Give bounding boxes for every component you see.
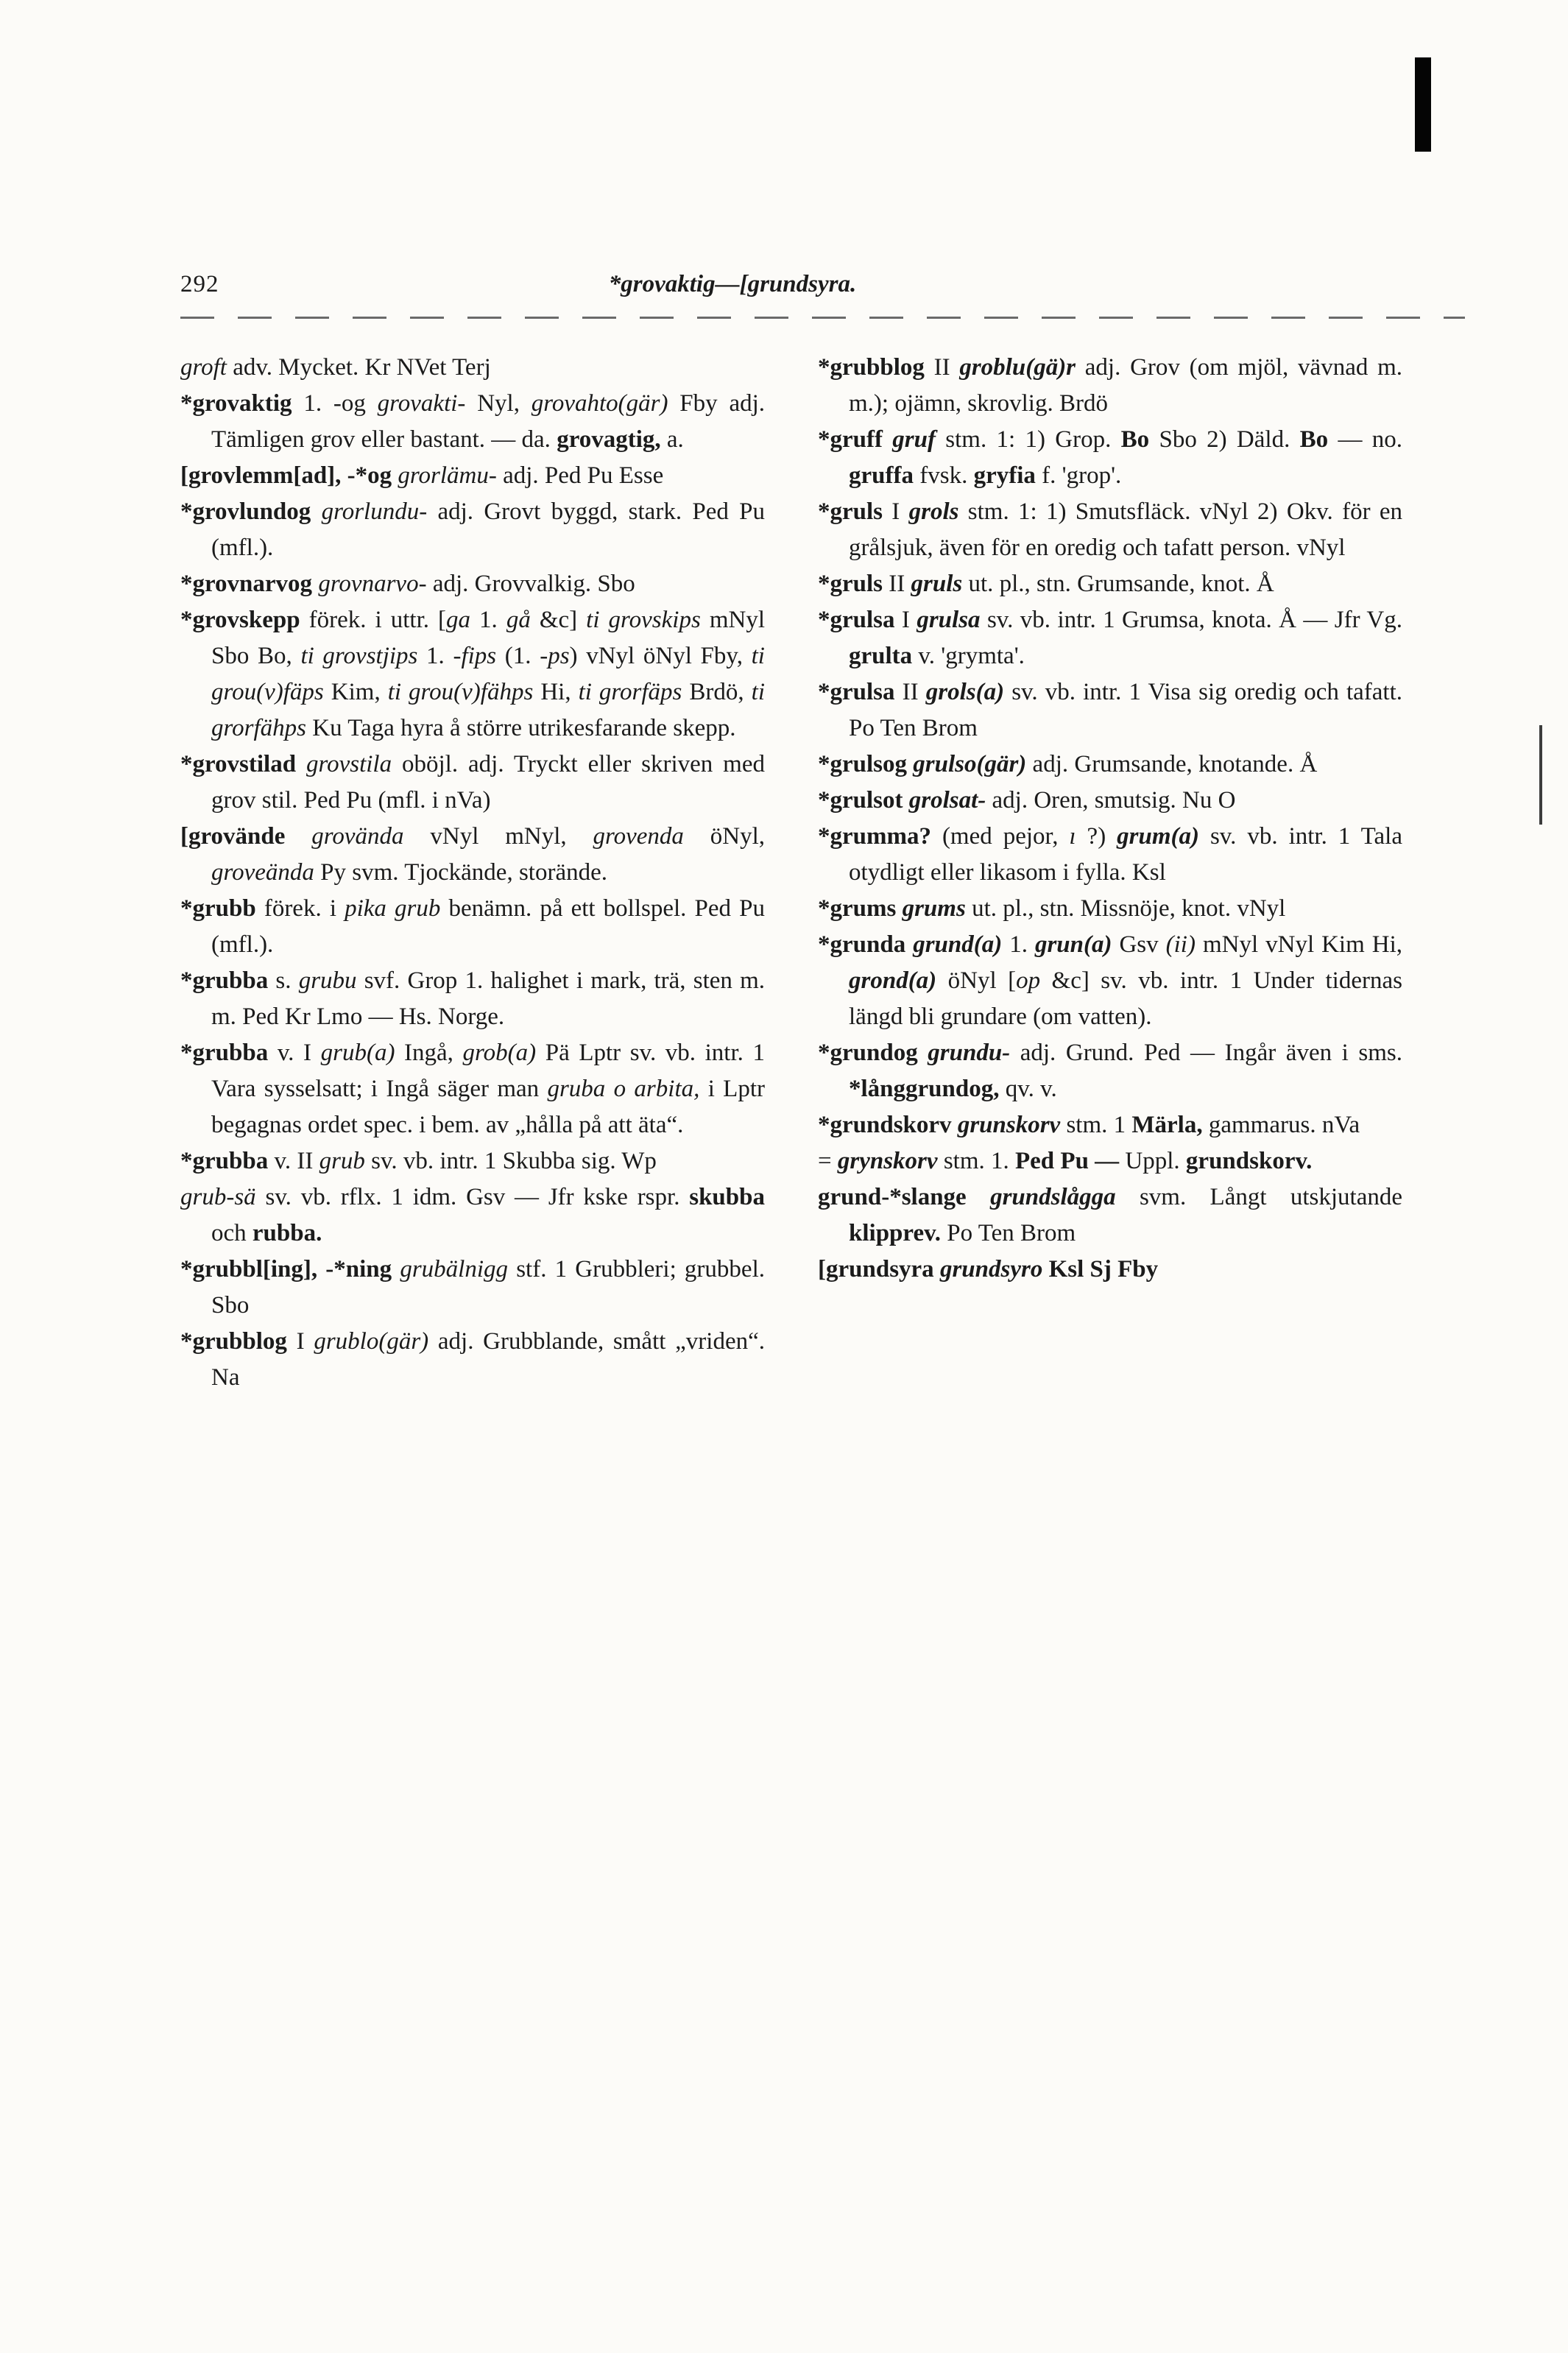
dictionary-entry: [818, 1252, 1402, 1288]
entry-text-segment: grunskorv: [957, 1112, 1061, 1138]
entry-text-segment: 1.: [417, 643, 453, 669]
dictionary-entry: [818, 1143, 1402, 1179]
entry-text-segment: s.: [268, 967, 299, 994]
entry-text-segment: grorlämu-: [398, 462, 497, 489]
dictionary-entry: [818, 494, 1402, 566]
entry-text-segment: grolsat-: [908, 787, 986, 814]
entry-text-segment: grundslågga: [990, 1184, 1116, 1210]
entry-text-segment: *gruls: [818, 498, 883, 525]
entry-text-segment: pika grub: [345, 895, 441, 922]
entry-text-segment: v. 'grymta'.: [912, 643, 1025, 669]
entry-text-segment: v. II: [268, 1148, 319, 1174]
entry-text-segment: grulta: [849, 643, 913, 669]
entry-text-segment: ti grou(v)fäps: [211, 643, 765, 705]
entry-text-segment: grund-*slange: [818, 1184, 967, 1210]
entry-text-segment: skubba: [689, 1184, 765, 1210]
dictionary-entry: [180, 747, 765, 819]
entry-text-segment: grob(a): [462, 1040, 537, 1066]
dictionary-entry: [818, 422, 1402, 494]
entry-text-segment: *grubblog: [818, 354, 925, 381]
entry-text-segment: svm. Långt utskjutande: [1115, 1184, 1402, 1210]
entry-text-segment: *grubblog: [180, 1328, 287, 1355]
column-left: [180, 350, 765, 1396]
entry-text-segment: Ped Pu —: [1015, 1148, 1120, 1174]
entry-text-segment: *grubbl[ing], -*ning: [180, 1256, 392, 1283]
page-header: [180, 271, 1402, 309]
entry-text-segment: 1.: [470, 607, 506, 633]
entry-text-segment: [903, 787, 909, 814]
entry-text-segment: &c] sv. vb. intr. 1 Under tidernas längd bli grundare (om vatten).: [849, 967, 1402, 1030]
dictionary-entry: [818, 1179, 1402, 1252]
entry-text-segment: v. I: [268, 1040, 321, 1066]
entry-text-segment: svf. Grop 1. halighet i mark, trä, sten m. m. Ped Kr Lmo — Hs. Norge.: [211, 967, 765, 1030]
entry-text-segment: gå: [506, 607, 531, 633]
entry-text-segment: *grundskorv: [818, 1112, 952, 1138]
entry-text-segment: grols: [908, 498, 959, 525]
dictionary-entry: [180, 963, 765, 1035]
dictionary-entry: [818, 602, 1402, 674]
entry-text-segment: Bo: [1120, 426, 1150, 453]
entry-text-segment: adj. Grovt byggd, stark. Ped Pu (mfl.).: [211, 498, 765, 561]
entry-text-segment: grub-sä: [180, 1184, 256, 1210]
entry-text-segment: gryfia: [973, 462, 1036, 489]
entry-text-segment: (med pejor,: [930, 823, 1070, 850]
entry-text-segment: grundsyro: [939, 1256, 1043, 1283]
entry-text-segment: [883, 426, 892, 453]
dictionary-entry: [818, 747, 1402, 783]
entry-text-segment: grub: [319, 1148, 365, 1174]
entry-text-segment: [285, 823, 311, 850]
entry-text-segment: Uppl.: [1119, 1148, 1186, 1174]
entry-text-segment: mNyl vNyl Kim Hi,: [1195, 931, 1402, 958]
entry-text-segment: gruffa: [849, 462, 914, 489]
entry-text-segment: (1.: [496, 643, 540, 669]
header-rule: [180, 317, 1465, 319]
entry-text-segment: grulso(gär): [913, 751, 1027, 777]
entry-text-segment: adj. Grumsande, knotande. Å: [1026, 751, 1318, 777]
entry-text-segment: [grovände: [180, 823, 286, 850]
entry-text-segment: [905, 931, 913, 958]
entry-text-segment: Ku Taga hyra å större utrikesfarande skepp.: [306, 715, 736, 741]
entry-text-segment: 1. -og: [292, 390, 378, 417]
entry-text-segment: *grubba: [180, 1040, 269, 1066]
entry-text-segment: Hi,: [533, 679, 579, 705]
entry-text-segment: Ksl Sj Fby: [1048, 1256, 1159, 1283]
entry-text-segment: Brdö,: [682, 679, 752, 705]
entry-text-segment: [grovlemm[ad], -*og: [180, 462, 392, 489]
entry-text-segment: *grovnarvog: [180, 571, 313, 597]
entry-text-segment: adj. Grov (om mjöl, vävnad m. m.); ojämn, skrovlig. Brdö: [849, 354, 1402, 417]
entry-text-segment: ut. pl., stn. Missnöje, knot. vNyl: [965, 895, 1286, 922]
entry-text-segment: *grubba: [180, 1148, 269, 1174]
entry-text-segment: gruf: [892, 426, 936, 453]
dictionary-entry: [180, 1324, 765, 1396]
entry-text-segment: [934, 1256, 940, 1283]
entry-text-segment: Kim,: [323, 679, 388, 705]
entry-text-segment: *grumma?: [818, 823, 931, 850]
entry-text-segment: ut. pl., stn. Grumsande, knot. Å: [962, 571, 1274, 597]
entry-text-segment: II: [924, 354, 960, 381]
dictionary-entry: [818, 819, 1402, 891]
entry-text-segment: *gruff: [818, 426, 883, 453]
entry-text-segment: ı: [1069, 823, 1076, 850]
dictionary-entry: [818, 1035, 1402, 1107]
entry-text-segment: adj. Grubblande, smått „vriden“. Na: [211, 1328, 765, 1391]
entry-text-segment: *grundog: [818, 1040, 918, 1066]
entry-text-segment: sv. vb. rflx. 1 idm. Gsv — Jfr kske rspr.: [255, 1184, 690, 1210]
entry-text-segment: adj. Grund. Ped — Ingår även i sms.: [1010, 1040, 1402, 1066]
entry-text-segment: grovahto(gär): [531, 390, 668, 417]
entry-text-segment: [896, 895, 902, 922]
entry-text-segment: I: [883, 498, 909, 525]
entry-text-segment: ti grorfäps: [578, 679, 682, 705]
dictionary-entry: [818, 674, 1402, 747]
entry-text-segment: och: [211, 1220, 252, 1246]
entry-text-segment: fvsk.: [913, 462, 974, 489]
entry-text-segment: öNyl,: [683, 823, 766, 850]
dictionary-entry: [818, 891, 1402, 927]
entry-text-segment: a.: [660, 426, 684, 453]
entry-text-segment: förek. i uttr. [: [300, 607, 446, 633]
entry-text-segment: grublo(gär): [314, 1328, 429, 1355]
dictionary-entry: [180, 350, 765, 386]
dictionary-entry: [818, 566, 1402, 602]
entry-text-segment: *grovlundog: [180, 498, 311, 525]
entry-text-segment: *långgrundog,: [849, 1076, 1000, 1102]
entry-text-segment: [952, 1112, 958, 1138]
entry-text-segment: [grundsyra: [818, 1256, 934, 1283]
entry-text-segment: [392, 1256, 400, 1283]
entry-text-segment: [967, 1184, 990, 1210]
entry-text-segment: grub(a): [320, 1040, 395, 1066]
entry-text-segment: grond(a): [849, 967, 937, 994]
entry-text-segment: ti grovstjips: [300, 643, 418, 669]
dictionary-entry: [180, 1035, 765, 1143]
entry-text-segment: stm. 1: 1) Smutsfläck. vNyl 2) Okv. för en grålsjuk, även för en oredig och tafatt person. vNyl: [849, 498, 1403, 561]
entry-text-segment: I: [894, 607, 917, 633]
entry-text-segment: — no.: [1328, 426, 1402, 453]
dictionary-entry: [180, 891, 765, 963]
entry-text-segment: grovenda: [593, 823, 684, 850]
entry-text-segment: groveända: [211, 859, 314, 886]
entry-text-segment: -ps: [540, 643, 570, 669]
entry-text-segment: sv. vb. intr. 1 Visa sig oredig och tafatt. Po Ten Brom: [849, 679, 1402, 741]
entry-text-segment: ?): [1076, 823, 1117, 850]
entry-text-segment: Pä Lptr sv. vb. intr. 1 Vara sysselsatt; i Ingå säger man: [211, 1040, 765, 1102]
entry-text-segment: grum(a): [1117, 823, 1199, 850]
entry-text-segment: grynskorv: [837, 1148, 938, 1174]
entry-text-segment: 1.: [1002, 931, 1035, 958]
entry-text-segment: *grulsa: [818, 679, 895, 705]
entry-text-segment: Po Ten Brom: [941, 1220, 1076, 1246]
dictionary-entry: [180, 1252, 765, 1324]
entry-text-segment: II: [883, 571, 911, 597]
entry-text-segment: *grovstilad: [180, 751, 297, 777]
entry-text-segment: *grulsot: [818, 787, 903, 814]
page-content: [180, 271, 1402, 1396]
entry-text-segment: [918, 1040, 928, 1066]
dictionary-entry: [180, 566, 765, 602]
entry-text-segment: grovända: [311, 823, 404, 850]
entry-text-segment: sv. vb. intr. 1 Skubba sig. Wp: [364, 1148, 657, 1174]
entry-text-segment: Fby adj. Tämligen grov eller bastant. — da.: [211, 390, 766, 453]
dictionary-entry: [818, 1107, 1402, 1143]
entry-text-segment: sv. vb. intr. 1 Tala otydligt eller likasom i fylla. Ksl: [849, 823, 1402, 886]
entry-text-segment: ti grorfähps: [211, 679, 766, 741]
column-right: [818, 350, 1402, 1396]
entry-text-segment: grovstila: [306, 751, 392, 777]
entry-text-segment: stm. 1: 1) Grop.: [935, 426, 1121, 453]
entry-text-segment: [296, 751, 306, 777]
entry-text-segment: grums: [902, 895, 966, 922]
entry-text-segment: groblu(gä)r: [959, 354, 1076, 381]
entry-text-segment: I: [286, 1328, 314, 1355]
text-columns: [180, 350, 1402, 1396]
entry-text-segment: grubu: [298, 967, 357, 994]
entry-text-segment: Ingå,: [395, 1040, 463, 1066]
entry-text-segment: *grovaktig: [180, 390, 292, 417]
entry-text-segment: grovakti-: [377, 390, 466, 417]
dictionary-entry: [180, 494, 765, 566]
entry-text-segment: grubälnigg: [400, 1256, 509, 1283]
dictionary-entry: [180, 602, 765, 747]
dictionary-entry: [180, 819, 765, 891]
entry-text-segment: ga: [446, 607, 470, 633]
scan-artifact-line: [1539, 725, 1542, 825]
entry-text-segment: grols(a): [925, 679, 1005, 705]
entry-text-segment: gruls: [911, 571, 963, 597]
entry-text-segment: ti grovskips: [586, 607, 701, 633]
entry-text-segment: adj. Grovvalkig. Sbo: [426, 571, 635, 597]
entry-text-segment: *gruls: [818, 571, 883, 597]
dictionary-entry: [818, 783, 1402, 819]
entry-text-segment: =: [818, 1148, 838, 1174]
entry-text-segment: &c]: [530, 607, 587, 633]
entry-text-segment: grun(a): [1034, 931, 1112, 958]
entry-text-segment: *grunda: [818, 931, 906, 958]
entry-text-segment: qv. v.: [999, 1076, 1057, 1102]
entry-text-segment: *grums: [818, 895, 897, 922]
entry-text-segment: vNyl mNyl,: [403, 823, 593, 850]
entry-text-segment: förek. i: [255, 895, 345, 922]
entry-text-segment: grundu-: [928, 1040, 1011, 1066]
entry-text-segment: [1042, 1256, 1048, 1283]
entry-text-segment: adj. Ped Pu Esse: [496, 462, 664, 489]
entry-text-segment: grovagtig,: [557, 426, 661, 453]
entry-text-segment: öNyl [: [936, 967, 1017, 994]
entry-text-segment: gruba o arbita,: [547, 1076, 700, 1102]
entry-text-segment: (ii): [1165, 931, 1196, 958]
entry-text-segment: rubba.: [252, 1220, 322, 1246]
entry-text-segment: grorlundu-: [321, 498, 428, 525]
entry-text-segment: gammarus. nVa: [1202, 1112, 1360, 1138]
entry-text-segment: Bo: [1299, 426, 1329, 453]
entry-text-segment: ) vNyl öNyl Fby,: [569, 643, 752, 669]
scan-artifact-bar: [1415, 57, 1431, 152]
page-number: 292: [180, 271, 219, 297]
entry-text-segment: Gsv: [1112, 931, 1166, 958]
entry-text-segment: Sbo 2) Däld.: [1149, 426, 1300, 453]
entry-text-segment: op: [1016, 967, 1041, 994]
entry-text-segment: oböjl. adj. Tryckt eller skriven med grov stil. Ped Pu (mfl. i nVa): [211, 751, 765, 814]
entry-text-segment: Märla,: [1131, 1112, 1203, 1138]
dictionary-entry: [180, 386, 765, 458]
dictionary-entry: [818, 350, 1402, 422]
entry-text-segment: -fips: [453, 643, 497, 669]
entry-text-segment: f. 'grop'.: [1035, 462, 1122, 489]
entry-text-segment: grundskorv.: [1185, 1148, 1313, 1174]
entry-text-segment: *grubba: [180, 967, 269, 994]
entry-text-segment: *grovskepp: [180, 607, 300, 633]
dictionary-entry: [818, 927, 1402, 1035]
entry-text-segment: *grubb: [180, 895, 256, 922]
entry-text-segment: *grulsog: [818, 751, 908, 777]
entry-text-segment: *grulsa: [818, 607, 895, 633]
entry-text-segment: adv. Mycket. Kr NVet Terj: [226, 354, 491, 381]
entry-text-segment: Nyl,: [465, 390, 532, 417]
entry-text-segment: grulsa: [917, 607, 981, 633]
entry-text-segment: i Lptr begagnas ordet spec. i bem. av „hålla på att äta“.: [211, 1076, 765, 1138]
dictionary-entry: [180, 1143, 765, 1179]
entry-text-segment: mNyl Sbo Bo,: [211, 607, 766, 669]
entry-text-segment: grovnarvo-: [318, 571, 427, 597]
dictionary-entry: [180, 458, 765, 494]
running-title: *grovaktig—[grundsyra.: [608, 271, 857, 297]
entry-text-segment: sv. vb. intr. 1 Grumsa, knota. Å — Jfr Vg.: [980, 607, 1402, 633]
entry-text-segment: benämn. på ett bollspel. Ped Pu (mfl.).: [211, 895, 765, 958]
entry-text-segment: ti grou(v)fähps: [387, 679, 534, 705]
entry-text-segment: stm. 1.: [937, 1148, 1015, 1174]
entry-text-segment: klipprev.: [849, 1220, 942, 1246]
entry-text-segment: grund(a): [913, 931, 1003, 958]
entry-text-segment: stf. 1 Grubbleri; grubbel. Sbo: [211, 1256, 765, 1319]
entry-text-segment: Py svm. Tjockände, storände.: [314, 859, 608, 886]
dictionary-entry: [180, 1179, 765, 1252]
entry-text-segment: groft: [180, 354, 227, 381]
entry-text-segment: adj. Oren, smutsig. Nu O: [986, 787, 1236, 814]
entry-text-segment: II: [894, 679, 926, 705]
entry-text-segment: stm. 1: [1060, 1112, 1132, 1138]
entry-text-segment: [311, 498, 321, 525]
